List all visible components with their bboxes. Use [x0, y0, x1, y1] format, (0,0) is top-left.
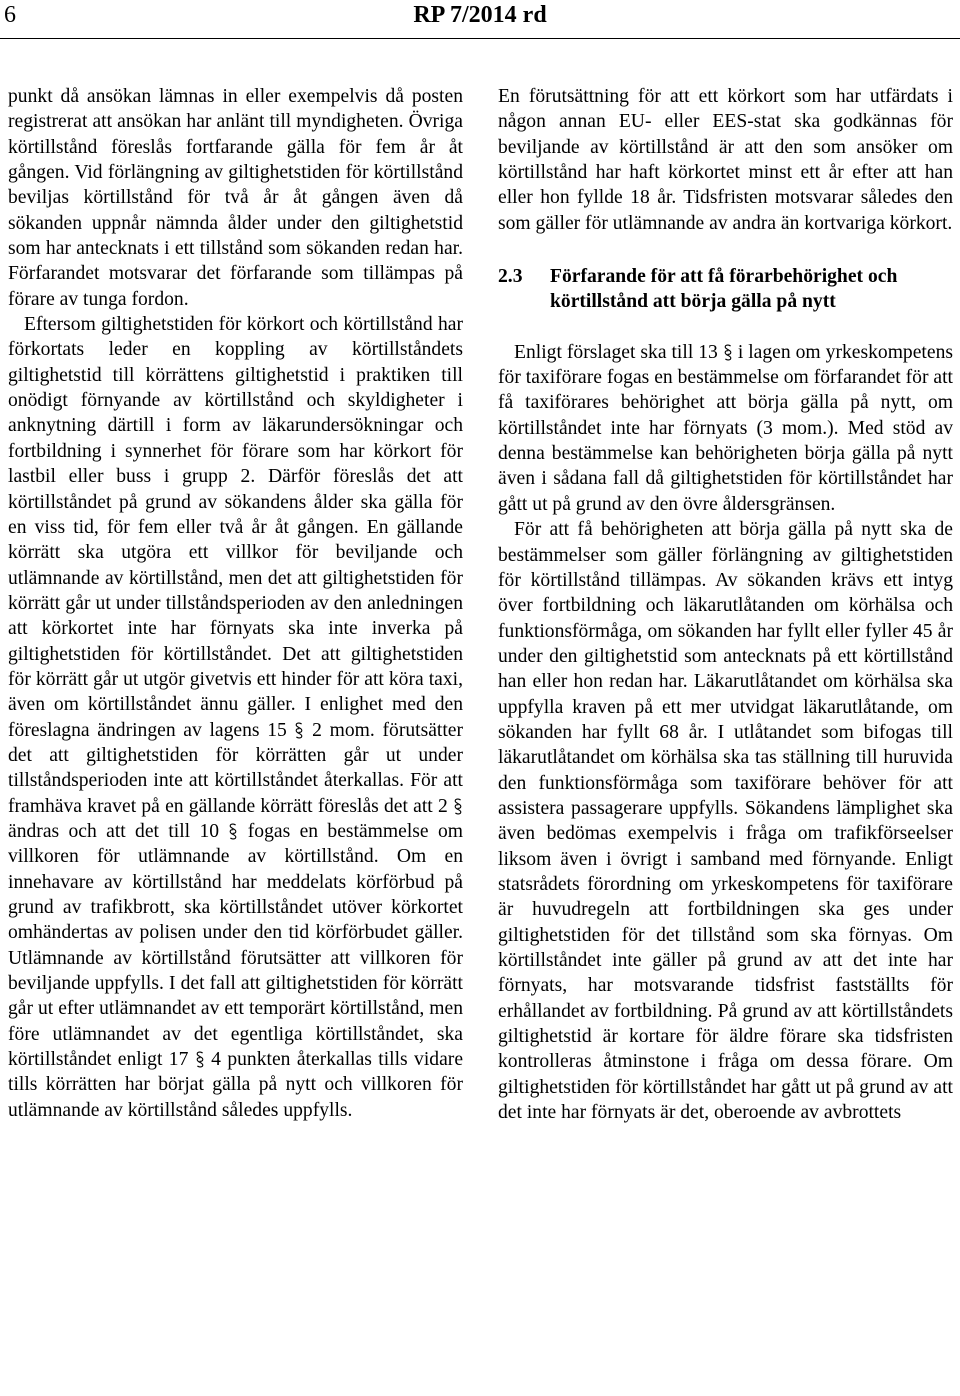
page-number: 6	[4, 2, 16, 28]
section-sign-icon	[294, 722, 304, 739]
document-id: RP 7/2014 rd	[413, 2, 547, 28]
right-paragraph-1: En förutsättning för att ett körkort som har utfärdats i någon annan EU- eller EES-stat ska godkännas för beviljande av körtillstånd är att den som ansöker om körtillstånd har haft körkortet minst ett år efter att han eller hon fyllde 18 år. Tidsfristen motsvarar således den som gäller för utlämnande av andra än kortvariga körkort.	[498, 86, 953, 234]
right-paragraph-3: För att få behörigheten att börja gälla på nytt ska de bestämmelser som gäller förlängning av giltighetstiden för körtillstånd tillämpas. Av sökanden krävs ett intyg över fortbildning och läkarutlåtanden om körhälsa och funktionsförmåga, om sökanden har fyllt eller fyller 45 år under den giltighetstid som antecknats på ett körtillstånd han eller hon redan har. Läkarutlåtandet om körhälsa ska uppfylla kraven på ett mer utvidgat läkarutlåtande, om sökanden har fyllt 68 år. I utlåtandet som bifogas till läkarutlåtandet om körhälsa ska tas ställning till huruvida den funktionsförmåga som taxiförare behöver för att assistera passagerare uppfylls. Sökandens lämplighet ska även bedömas exempelvis i fråga om trafikförseelser liksom även i övrigt i samband med förnyande. Enligt statsrådets förordning om yrkeskompetens för taxiförare är huvudregeln att fortbildningen ska ges under giltighetstiden för det tillstånd som ska förnyas. Om körtillståndet inte gäller på grund av att det inte har förnyats, har motsvarande tidsfrist fastställts för erhållandet av fortbildning. På grund av att körtillståndets giltighetstid är kortare för äldre förare ska tidsfristen kontrolleras åtminstone i fråga om dessa förare. Om giltighetstiden för körtillståndet har gått ut på grund av att det inte har förnyats är det, oberoende av avbrottets	[498, 519, 953, 1124]
section-sign-icon	[453, 798, 463, 815]
section-sign-icon	[723, 344, 733, 361]
left-paragraph-2-part-d: fogas en bestämmelse om villkoren för utlämnande av körtillstånd. Om en innehavare av körtillstånd har meddelats körförbud på grund av trafikbrott, ska körtillståndet utöver körkortet omhändertas av polisen under den tid körförbudet gäller. Utlämnande av körtillstånd förutsätter att villkoren för beviljande uppfylls. I det fall att giltighetstiden för körrätt går ut efter utlämnandet av ett temporärt körtillstånd, men före utlämnandet av det egentliga körtillståndet, ska körtillståndet enligt 17	[8, 820, 464, 1071]
right-column	[498, 84, 953, 1125]
header-rule	[0, 38, 960, 39]
section-sign-icon	[228, 823, 238, 840]
section-number: 2.3	[498, 266, 523, 288]
left-paragraph-1: punkt då ansökan lämnas in eller exempelvis då posten registrerat att ansökan har anlänt till myndigheten. Övriga körtillstånd föreslås fortfarande gälla för fem år åt gången. Vid förlängning av giltighetstiden för körtillstånd beviljas körtillstånd för två år åt gången även då sökanden uppnår nämnda ålder under den giltighetstid som har antecknats i ett tillstånd som sökanden redan har. Förfarandet motsvarar det förfarande som tillämpas på förare av tunga fordon.	[8, 86, 463, 310]
page-header	[0, 0, 960, 40]
left-paragraph-2-part-c: ändras och att det till 10	[8, 820, 220, 842]
left-paragraph-2-part-b: 2 mom. förutsätter det att giltighetstiden för körrätten går ut under tillståndsperioden inte att körtillståndet återkallas. För att framhäva kravet på en gällande körrätt föreslås det att 2	[8, 719, 464, 817]
section-sign-icon	[195, 1051, 205, 1068]
right-paragraph-2-part-a: Enligt förslaget ska till 13	[514, 341, 718, 363]
left-paragraph-2-part-a: Eftersom giltighetstiden för körkort och körtillstånd har förkortats leder en koppling av körtillståndets giltighetstid till körrättens giltighetstid i praktiken till onödigt förnyande av körtillstånd och skyldigheter i anknytning därtill i form av läkarundersökningar och fortbildning i synnerhet för förare som har körkort för lastbil eller buss i grupp 2. Därför föreslås det att körtillståndet på grund av sökandens ålder ska gälla för en viss tid, för fem eller två år åt gången. En gällande körrätt ska utgöra ett villkor för beviljande och utlämnande av körtillstånd, men det att giltighetstiden för körrätt går ut under tillståndsperioden av den anledningen att körkortet inte har förnyats ska inte inverka på giltighetstiden för körtillståndet. Det att giltighetstiden för körrätt går ut utgör givetvis ett hinder för att köra taxi, även om körtillståndet ännu gäller. I enlighet med den föreslagna ändringen av lagens 15	[8, 314, 463, 741]
section-heading	[498, 264, 953, 315]
right-paragraph-2	[498, 340, 953, 517]
left-column	[8, 84, 463, 1123]
right-paragraph-2-part-b: i lagen om yrkeskompetens för taxiförare fogas en bestämmelse om förfarandet för att få taxiförares behörighet att börja gälla på nytt, om körtillståndet inte har förnyats (3 mom.). Med stöd av denna bestämmelse kan behörigheten börja gälla på nytt även i sådana fall då giltighetstiden för körtillståndet har gått ut på grund av den övre åldersgränsen.	[498, 341, 953, 515]
section-title: Förfarande för att få förarbehörighet och körtillstånd att börja gälla på nytt	[550, 266, 898, 313]
left-paragraph-2	[8, 312, 463, 1123]
left-paragraph-2-part-e: 4 punkten återkallas tills vidare tills körrätten har börjat gälla på nytt och villkoren för utlämnande av körtillstånd således uppfylls.	[8, 1049, 464, 1121]
